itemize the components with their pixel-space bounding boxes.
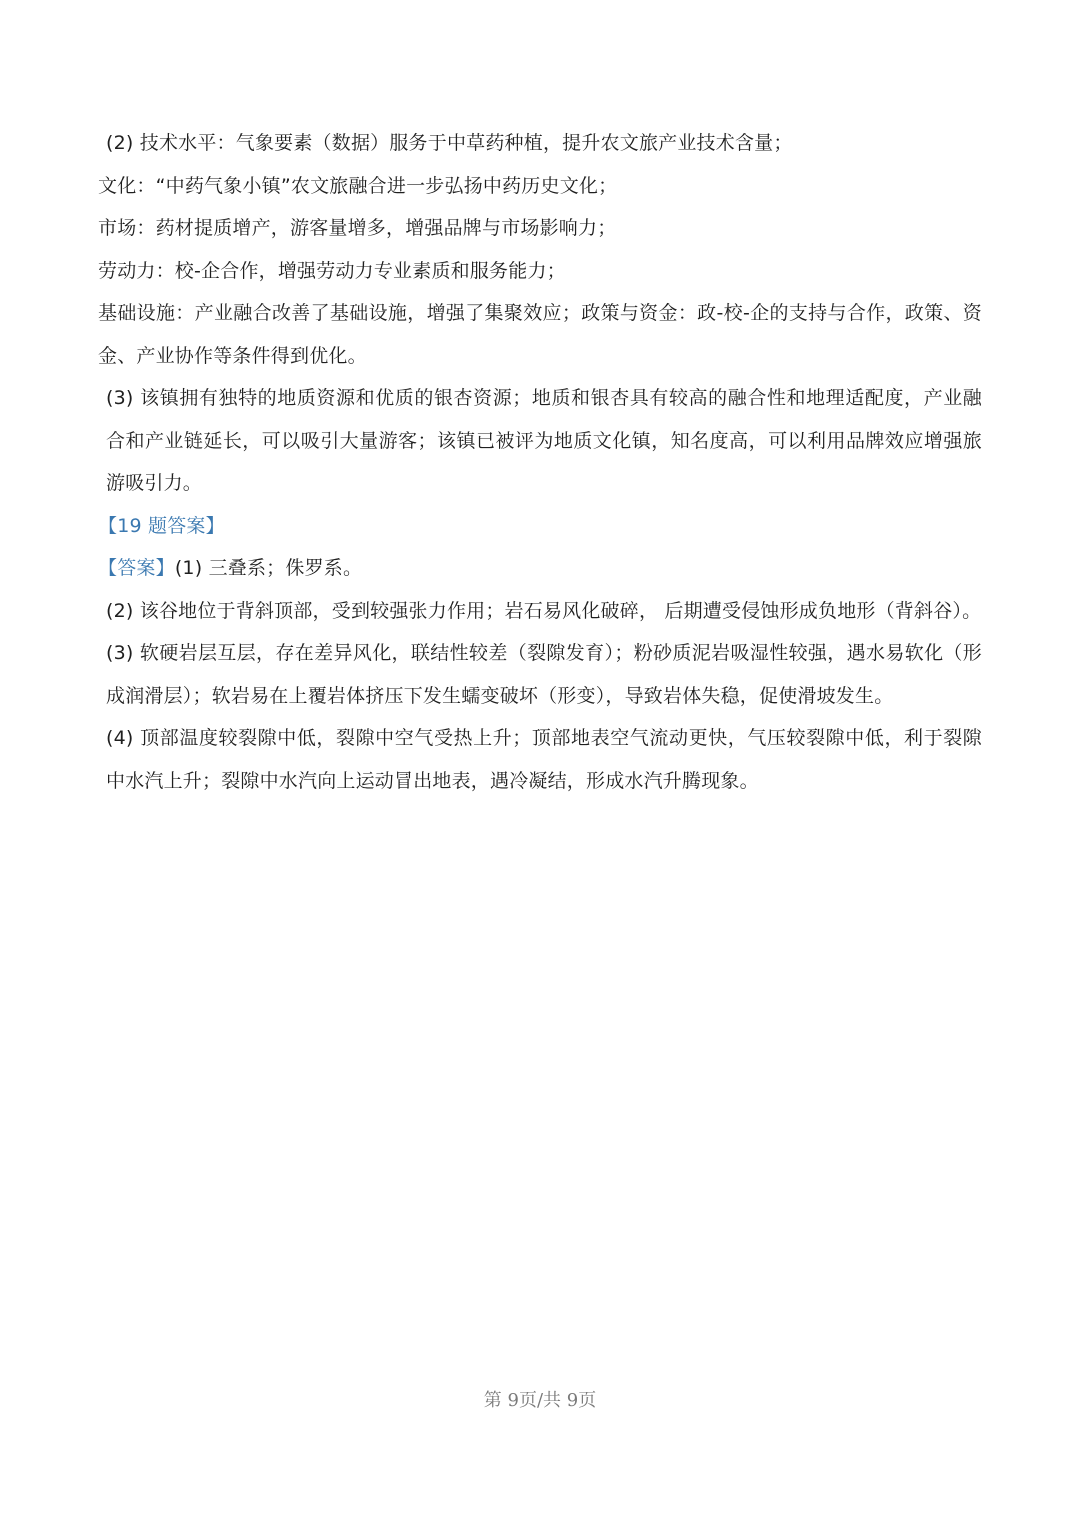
- q18-2-infrastructure-line: 基础设施：产业融合改善了基础设施，增强了集聚效应；政策与资金：政-校-企的支持与合作，政策、资金、产业协作等条件得到优化。: [98, 302, 982, 367]
- page-number: 第 9页/共 9页: [483, 1390, 597, 1411]
- q18-2-culture-line: 文化：“中药气象小镇”农文旅融合进一步弘扬中药历史文化；: [98, 174, 618, 197]
- q18-3-answer: (3) 该镇拥有独特的地质资源和优质的银杏资源；地质和银杏具有较高的融合性和地理适配度，产业融合和产业链延长，可以吸引大量游客；该镇已被评为地质文化镇，知名度高，可以利用品牌效应增强旅游吸引力。: [106, 387, 982, 494]
- q18-2-labor-line: 劳动力：校-企合作，增强劳动力专业素质和服务能力；: [98, 259, 566, 282]
- q19-3-answer: (3) 软硬岩层互层，存在差异风化，联结性较差（裂隙发育）；粉砂质泥岩吸湿性较强，遇水易软化（形成润滑层）；软岩易在上覆岩体挤压下发生蠕变破坏（形变），导致岩体失稳，促使滑坡发生。: [106, 642, 982, 707]
- q19-2-answer: (2) 该谷地位于背斜顶部，受到较强张力作用；岩石易风化破碎， 后期遭受侵蚀形成负地形（背斜谷）。: [106, 599, 982, 622]
- q19-1-text: (1) 三叠系；侏罗系。: [174, 557, 363, 579]
- q19-1-answer: [98, 547, 982, 590]
- q18-2-market-line: 市场：药材提质增产，游客量增多，增强品牌与市场影响力；: [98, 217, 617, 239]
- q19-heading: 【19 题答案】: [98, 514, 225, 537]
- q19-4-answer: (4) 顶部温度较裂隙中低，裂隙中空气受热上升；顶部地表空气流动更快，气压较裂隙中低，利于裂隙中水汽上升；裂隙中水汽向上运动冒出地表，遇冷凝结，形成水汽升腾现象。: [106, 727, 982, 792]
- answer-content: [98, 122, 982, 802]
- answer-label: 【答案】: [98, 557, 175, 579]
- q18-2-technology-line: (2) 技术水平：气象要素（数据）服务于中草药种植，提升农文旅产业技术含量；: [106, 132, 793, 154]
